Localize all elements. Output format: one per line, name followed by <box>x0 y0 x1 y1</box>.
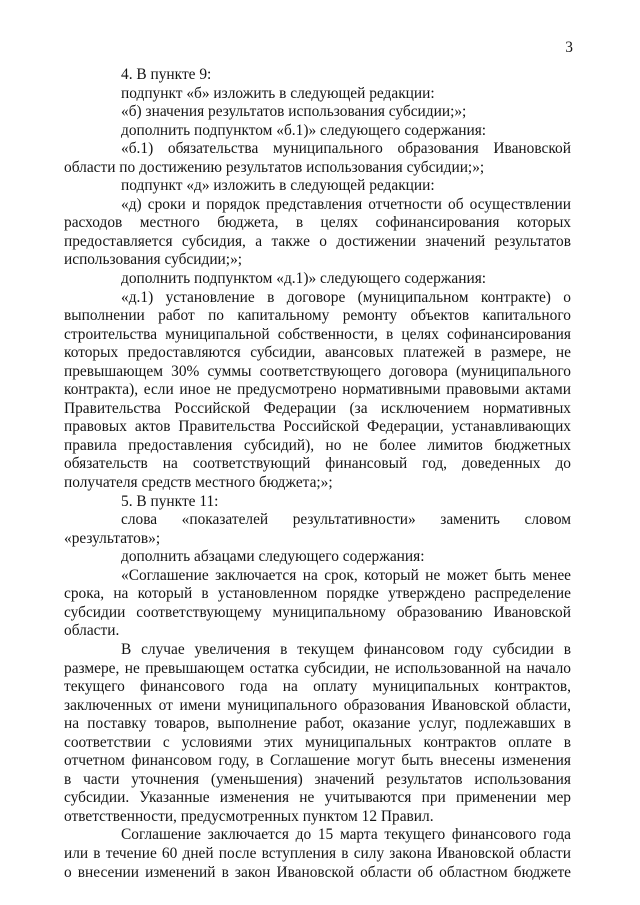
text-line: правовых актов Правительства Российской Федерации, устанавливающих <box>64 418 571 436</box>
text-line: дополнить подпунктом «б.1)» следующего содержания: <box>121 121 487 139</box>
text-line: субсидии. Указанные изменения не учитываются при применении мер <box>64 789 571 807</box>
document-body <box>64 66 571 882</box>
text-line: получателя средств местного бюджета;»; <box>64 474 333 492</box>
text-line: «результатов»; <box>64 529 161 547</box>
text-line: субсидии соответствующему муниципальному образованию Ивановской <box>64 603 571 621</box>
text-line: срока, на который в установленном порядке утверждено распределение <box>64 585 571 603</box>
text-line: 4. В пункте 9: <box>121 66 212 83</box>
text-line: контракта), если иное не предусмотрено нормативными правовыми актами <box>64 381 571 399</box>
text-line: обязательств на соответствующий финансовый год, доведенных до <box>64 455 571 473</box>
text-line: размере, не превышающем остатка субсидии, не использованной на начало <box>64 659 571 677</box>
text-line: расходов местного бюджета, в целях софинансирования которых <box>64 214 571 232</box>
text-line: в части уточнения (уменьшения) значений результатов использования <box>64 770 571 788</box>
text-line: соответствии с условиями этих муниципальных контрактов оплате в <box>64 733 571 751</box>
text-line: строительства муниципальной собственности, в целях софинансирования <box>64 325 571 343</box>
text-line: которых предоставляются субсидии, авансовых платежей в размере, не <box>64 344 571 362</box>
text-line: подпункт «б» изложить в следующей редакции: <box>121 84 435 102</box>
text-line: Правительства Российской Федерации (за исключением нормативных <box>64 399 571 417</box>
text-line: области по достижению результатов использования субсидии;»; <box>64 158 485 176</box>
text-line: заключенных от имени муниципального образования Ивановской области, <box>64 696 571 714</box>
text-line: отчетном финансовом году, в Соглашение могут быть внесены изменения <box>64 752 571 770</box>
text-line: превышающем 30% суммы соответствующего договора (муниципального <box>64 362 571 380</box>
text-line: дополнить абзацами следующего содержания: <box>121 548 425 566</box>
text-line: ответственности, предусмотренных пунктом 12 Правил. <box>64 807 434 825</box>
text-line: области. <box>64 622 120 640</box>
text-line: правила предоставления субсидий), но не более лимитов бюджетных <box>64 436 571 454</box>
text-line: или в течение 60 дней после вступления в силу закона Ивановской области <box>64 844 571 862</box>
text-line: на поставку товаров, выполнение работ, оказание услуг, подлежавших в <box>64 715 571 733</box>
text-line: дополнить подпунктом «д.1)» следующего содержания: <box>121 270 487 288</box>
text-line: текущего финансового года на оплату муниципальных контрактов, <box>64 678 571 696</box>
text-line: «д.1) установление в договоре (муниципальном контракте) о <box>121 288 571 306</box>
text-line: подпункт «д» изложить в следующей редакции: <box>121 177 435 195</box>
text-line: «д) сроки и порядок представления отчетности об осуществлении <box>121 195 571 213</box>
page-number: 3 <box>565 39 573 56</box>
text-line: В случае увеличения в текущем финансовом году субсидии в <box>121 640 571 658</box>
text-line: «б.1) обязательства муниципального образования Ивановской <box>121 140 571 158</box>
text-line: использования субсидии;»; <box>64 251 243 269</box>
text-line: предоставляется субсидия, а также о достижении значений результатов <box>64 232 571 250</box>
text-line: «б) значения результатов использования субсидии;»; <box>121 103 467 121</box>
text-line: слова «показателей результативности» заменить словом <box>121 511 571 529</box>
text-line: 5. В пункте 11: <box>121 492 219 510</box>
text-line: «Соглашение заключается на срок, который не может быть менее <box>121 566 571 584</box>
text-line: Соглашение заключается до 15 марта текущего финансового года <box>121 826 571 844</box>
text-line: выполнении работ по капитальному ремонту объектов капитального <box>64 307 571 325</box>
text-line: о внесении изменений в закон Ивановской области об областном бюджете <box>64 863 571 881</box>
